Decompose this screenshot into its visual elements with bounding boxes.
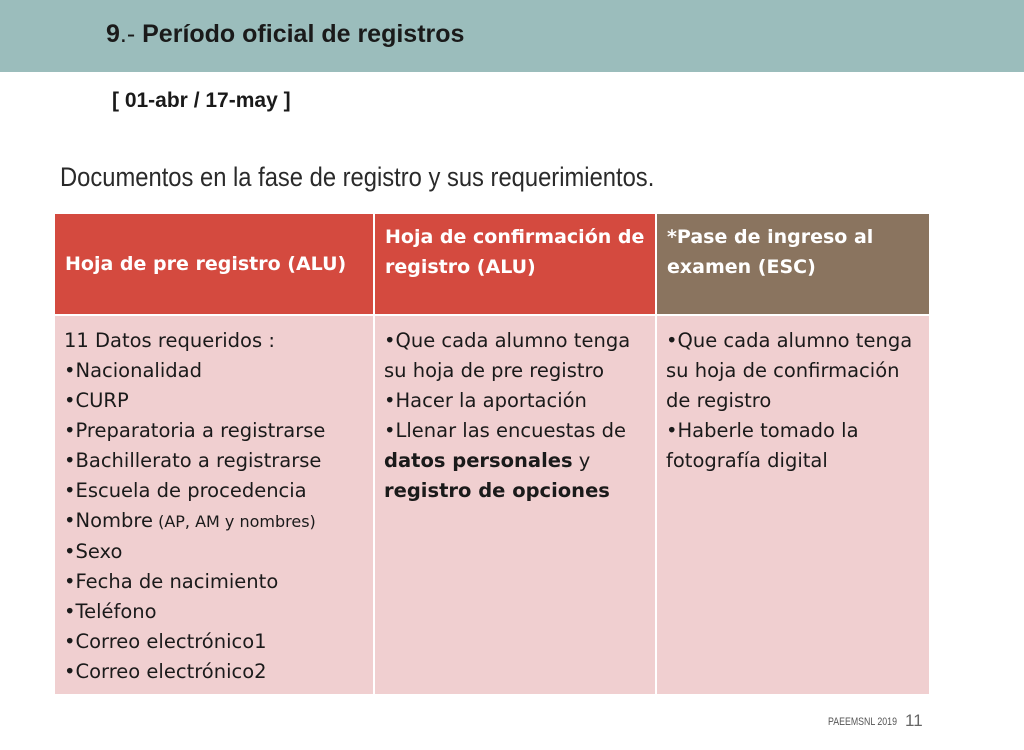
section-number: 9: [106, 20, 120, 48]
cell-pre-registro: [54, 315, 374, 695]
list-item: •Teléfono: [64, 600, 157, 623]
list-item: •Sexo: [64, 540, 123, 563]
list-item: •Escuela de procedencia: [64, 479, 307, 502]
nombre-label: •Nombre: [64, 509, 153, 532]
table-row: [54, 315, 930, 695]
list-item: •Hacer la aportación: [384, 389, 587, 412]
list-item-nombre: [64, 506, 365, 537]
list-item: •Haberle tomado la fotografía digital: [666, 419, 859, 472]
list-item: •Que cada alumno tenga su hoja de pre registro: [384, 329, 631, 382]
header-pre-registro: Hoja de pre registro (ALU): [54, 213, 374, 315]
conjunction-text: y: [572, 449, 591, 472]
footer-label: PAEEMSNL 2019: [828, 716, 897, 728]
registro-opciones-text: registro de opciones: [384, 479, 610, 502]
datos-personales-text: datos personales: [384, 449, 573, 472]
list-item: 11 Datos requeridos :: [64, 329, 275, 352]
nombre-note: (AP, AM y nombres): [152, 512, 316, 531]
table-header-row: [54, 213, 930, 315]
list-item-encuestas: [384, 416, 647, 506]
list-item: •Preparatoria a registrarse: [64, 419, 326, 442]
list-item: •Que cada alumno tenga su hoja de confirmación de registro: [666, 329, 913, 412]
slide-title: [106, 20, 464, 49]
header-pase-ingreso: *Pase de ingreso al examen (ESC): [656, 213, 930, 315]
date-range: [ 01-abr / 17-may ]: [112, 89, 291, 112]
list-item: •Nacionalidad: [64, 359, 202, 382]
requirements-table: [53, 212, 931, 696]
list-item: •Correo electrónico2: [64, 660, 267, 683]
section-dash: .-: [119, 20, 136, 48]
section-title: Período oficial de registros: [135, 20, 465, 48]
encuestas-text: •Llenar las encuestas de: [384, 419, 626, 442]
header-confirmacion: Hoja de confirmación de registro (ALU): [374, 213, 656, 315]
list-item: •Bachillerato a registrarse: [64, 449, 322, 472]
cell-confirmacion: [374, 315, 656, 695]
cell-pase-ingreso: [656, 315, 930, 695]
list-item: •Fecha de nacimiento: [64, 570, 279, 593]
slide-subtitle: Documentos en la fase de registro y sus requerimientos.: [60, 162, 655, 192]
list-item: •CURP: [64, 389, 129, 412]
list-item: •Correo electrónico1: [64, 630, 267, 653]
page-number: 11: [905, 711, 923, 730]
